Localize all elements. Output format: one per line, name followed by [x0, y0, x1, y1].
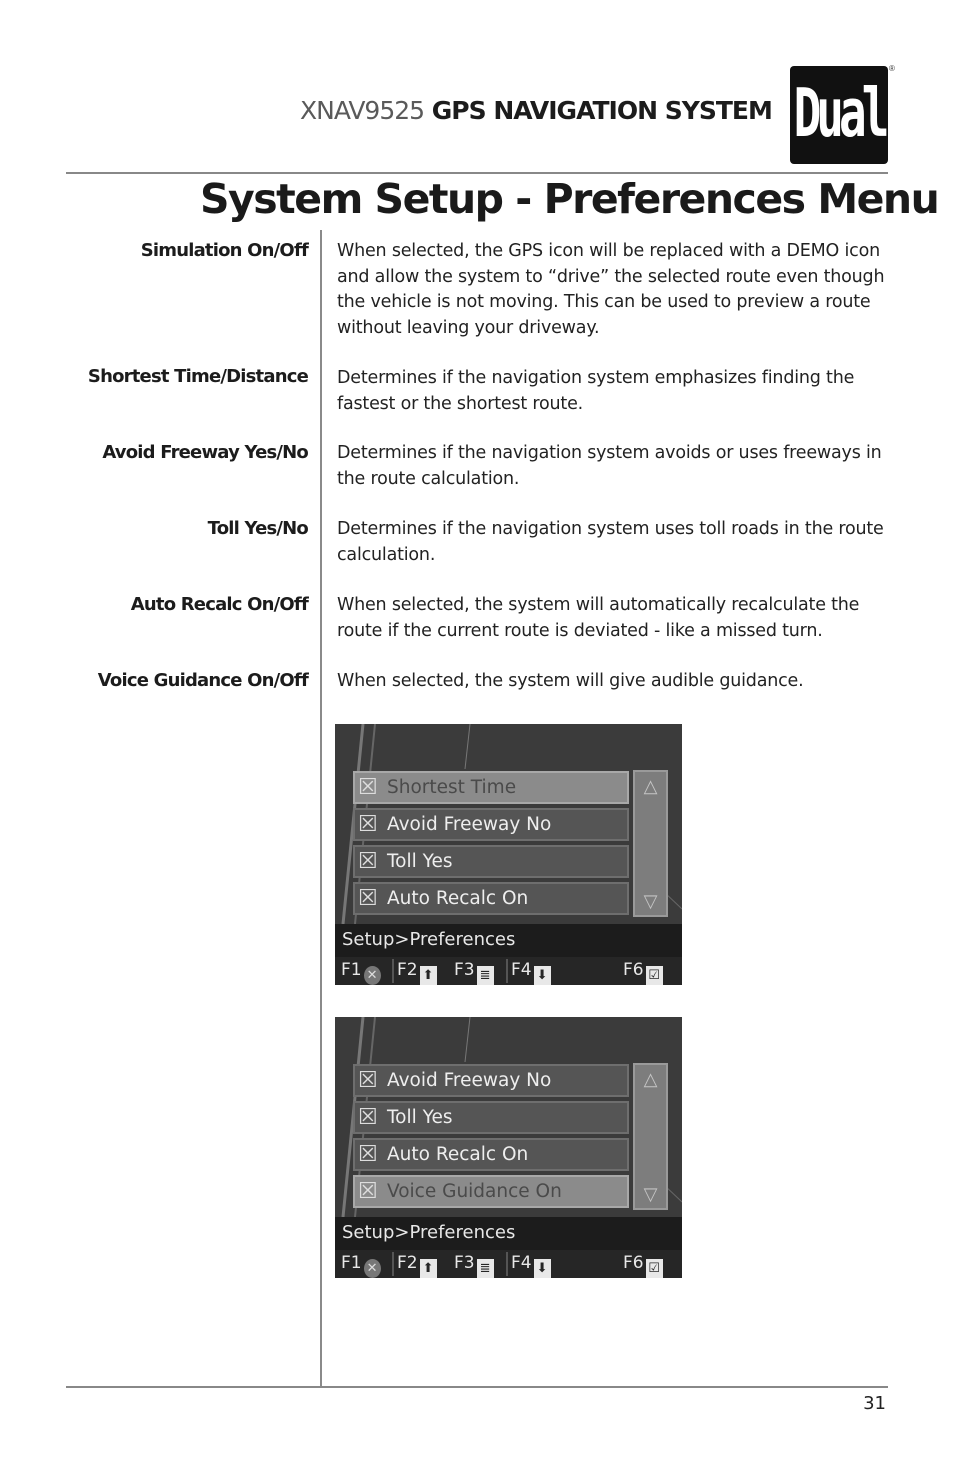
desc-shortest: Determines if the navigation system emphasizes finding the fastest or the shortest route. [337, 368, 855, 414]
menu-row-3[interactable] [353, 845, 629, 878]
f2-label: F2 [397, 960, 418, 980]
f4-label: F4 [511, 1253, 532, 1273]
model-number: XNAV9525 [300, 96, 425, 125]
menu-row-label: Voice Guidance On [387, 1181, 562, 1202]
menu-row-label: Shortest Time [387, 777, 517, 798]
f4-button[interactable] [511, 1253, 551, 1278]
screenshot-preferences-2 [335, 1017, 682, 1278]
fkey-divider [392, 959, 394, 983]
fkey-divider [392, 1252, 394, 1276]
menu-row-label: Auto Recalc On [387, 888, 529, 909]
page-up-icon: ⬆ [420, 966, 437, 985]
footer-rule [66, 1386, 888, 1388]
confirm-check-icon: ☑ [646, 966, 663, 985]
desc-toll: Determines if the navigation system uses toll roads in the route calculation. [337, 519, 884, 565]
f6-label: F6 [623, 960, 644, 980]
checkbox-x-icon: ☒ [358, 1179, 378, 1204]
scroll-up-icon[interactable]: △ [643, 1069, 658, 1089]
desc-simulation: When selected, the GPS icon will be replaced with a DEMO icon and allow the system to “drive” the selected route even though the vehicle is not moving. This can be used to preview a route without leaving your driveway. [337, 241, 885, 338]
term-voice-guidance: Voice Guidance On/Off [97, 670, 308, 691]
header-rule [66, 172, 888, 174]
f1-button[interactable] [341, 960, 381, 985]
f3-button[interactable] [454, 960, 494, 985]
list-icon: ≣ [477, 1259, 494, 1278]
confirm-check-icon: ☑ [646, 1259, 663, 1278]
menu-row-4[interactable] [353, 1175, 629, 1208]
checkbox-x-icon: ☒ [358, 1142, 378, 1167]
menu-row-3[interactable] [353, 1138, 629, 1171]
cancel-icon: ✕ [364, 966, 381, 985]
checkbox-x-icon: ☒ [358, 886, 378, 911]
scroll-down-icon[interactable]: ▽ [643, 891, 658, 911]
f4-label: F4 [511, 960, 532, 980]
scroll-up-icon[interactable]: △ [643, 776, 658, 796]
breadcrumb [335, 1217, 682, 1250]
column-divider [320, 230, 322, 1387]
menu-row-1[interactable] [353, 1064, 629, 1097]
term-toll: Toll Yes/No [207, 518, 308, 539]
function-key-bar [335, 957, 682, 985]
f4-button[interactable] [511, 960, 551, 985]
f2-button[interactable] [397, 960, 437, 985]
list-icon: ≣ [477, 966, 494, 985]
menu-row-1[interactable] [353, 771, 629, 804]
page-number: 31 [863, 1393, 886, 1414]
checkbox-x-icon: ☒ [358, 775, 378, 800]
f3-button[interactable] [454, 1253, 494, 1278]
desc-avoid-freeway: Determines if the navigation system avoids or uses freeways in the route calculation. [337, 443, 882, 489]
menu-row-label: Toll Yes [387, 851, 453, 872]
menu-row-4[interactable] [353, 882, 629, 915]
f3-label: F3 [454, 1253, 475, 1273]
f3-label: F3 [454, 960, 475, 980]
scrollbar[interactable] [633, 770, 668, 917]
menu-row-label: Auto Recalc On [387, 1144, 529, 1165]
checkbox-x-icon: ☒ [358, 849, 378, 874]
page-down-icon: ⬇ [534, 1259, 551, 1278]
menu-row-2[interactable] [353, 1101, 629, 1134]
cancel-icon: ✕ [364, 1259, 381, 1278]
f1-label: F1 [341, 1253, 362, 1273]
term-shortest: Shortest Time/Distance [87, 366, 308, 387]
checkbox-x-icon: ☒ [358, 812, 378, 837]
f1-label: F1 [341, 960, 362, 980]
product-name: GPS NAVIGATION SYSTEM [431, 96, 772, 125]
breadcrumb-text: Setup>Preferences [342, 1222, 516, 1243]
breadcrumb-text: Setup>Preferences [342, 929, 516, 950]
page-down-icon: ⬇ [534, 966, 551, 985]
header-title [300, 96, 770, 125]
desc-voice-guidance: When selected, the system will give audible guidance. [337, 671, 804, 691]
fkey-divider [506, 1252, 508, 1276]
checkbox-x-icon: ☒ [358, 1105, 378, 1130]
page-up-icon: ⬆ [420, 1259, 437, 1278]
menu-row-2[interactable] [353, 808, 629, 841]
scrollbar[interactable] [633, 1063, 668, 1210]
registered-mark: ® [889, 64, 895, 73]
f2-label: F2 [397, 1253, 418, 1273]
function-key-bar [335, 1250, 682, 1278]
term-avoid-freeway: Avoid Freeway Yes/No [102, 442, 308, 463]
breadcrumb [335, 924, 682, 957]
term-simulation: Simulation On/Off [140, 240, 308, 261]
f2-button[interactable] [397, 1253, 437, 1278]
menu-row-label: Avoid Freeway No [387, 1070, 552, 1091]
f1-button[interactable] [341, 1253, 381, 1278]
menu-row-label: Avoid Freeway No [387, 814, 552, 835]
checkbox-x-icon: ☒ [358, 1068, 378, 1093]
f6-button[interactable] [623, 1253, 663, 1278]
screenshot-preferences-1 [335, 724, 682, 985]
f6-label: F6 [623, 1253, 644, 1273]
term-auto-recalc: Auto Recalc On/Off [130, 594, 308, 615]
page-title: System Setup - Preferences Menu [200, 175, 939, 223]
dual-logo [790, 66, 888, 164]
menu-row-label: Toll Yes [387, 1107, 453, 1128]
scroll-down-icon[interactable]: ▽ [643, 1184, 658, 1204]
logo-text: Dual [793, 73, 885, 153]
desc-auto-recalc: When selected, the system will automatically recalculate the route if the current route is deviated - like a missed turn. [337, 595, 860, 641]
fkey-divider [506, 959, 508, 983]
f6-button[interactable] [623, 960, 663, 985]
